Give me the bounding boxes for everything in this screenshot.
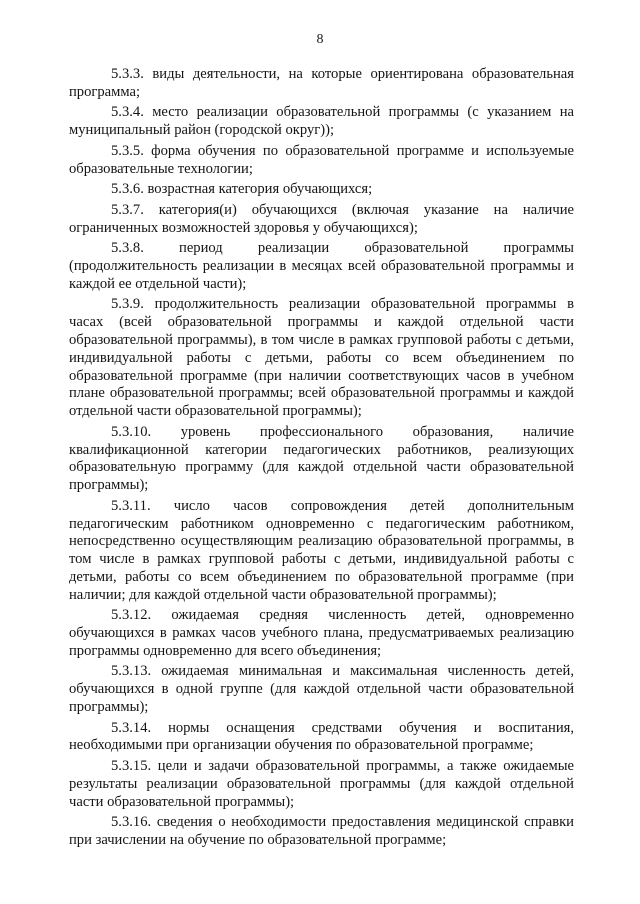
paragraph-5-3-6: 5.3.6. возрастная категория обучающихся; xyxy=(111,181,373,198)
paragraph-5-3-14: 5.3.14. нормы оснащения средствами обучения и воспитания, необходимыми при организации обучения по образовательной программе; xyxy=(69,719,574,754)
paragraph-5-3-8: 5.3.8. период реализации образовательной программы (продолжительность реализации в месяцах всей образовательной программы и каждой ее отдельной части); xyxy=(69,240,574,292)
paragraph-5-3-4: 5.3.4. место реализации образовательной программы (с указанием на муниципальный район (городской округ)); xyxy=(69,104,574,139)
paragraph-5-3-9: 5.3.9. продолжительность реализации образовательной программы в часах (всей образовательной программы и каждой отдельной части образовательной программы), в том числе в рамках групповой работы с детьми, индивидуальной работы с детьми, работы со всем объединением по образовательной программе (при наличии соответствующих часов в учебном плане образовательной программы; всей образовательной программы и каждой отдельной части образовательной программы); xyxy=(69,296,574,420)
paragraph-5-3-5: 5.3.5. форма обучения по образовательной программе и используемые образовательные технологии; xyxy=(69,142,574,177)
paragraph-5-3-3: 5.3.3. виды деятельности, на которые ориентирована образовательная программа; xyxy=(69,66,574,100)
document-body xyxy=(69,66,574,853)
paragraph-5-3-11: 5.3.11. число часов сопровождения детей дополнительным педагогическим работником одновременно с педагогическим работником, непосредственно осуществляющим реализацию образовательной программы, в том числе в рамках групповой работы с детьми, индивидуальной работы с детьми, работы со всем объединением по образовательной программе (при наличии; для каждой отдельной части образовательной программы); xyxy=(69,497,574,603)
paragraph-5-3-13: 5.3.13. ожидаемая минимальная и максимальная численность детей, обучающихся в одной группе (для каждой отдельной части образовательной программы); xyxy=(69,663,574,716)
paragraph-5-3-16: 5.3.16. сведения о необходимости предоставления медицинской справки при зачислении на обучение по образовательной программе; xyxy=(69,814,574,849)
paragraph-5-3-10: 5.3.10. уровень профессионального образования, наличие квалификационной категории педагогических работников, реализующих образовательную программу (для каждой отдельной части образовательной программы); xyxy=(69,423,574,494)
paragraph-5-3-12: 5.3.12. ожидаемая средняя численность детей, одновременно обучающихся в рамках часов учебного плана, предусматриваемых реализацию программы одновременно для всего объединения; xyxy=(69,607,574,659)
paragraph-5-3-15: 5.3.15. цели и задачи образовательной программы, а также ожидаемые результаты реализации образовательной программы (для каждой отдельной части образовательной программы); xyxy=(69,758,574,810)
page-number: 8 xyxy=(316,32,324,47)
paragraph-5-3-7: 5.3.7. категория(и) обучающихся (включая указание на наличие ограниченных возможностей здоровья у обучающихся); xyxy=(69,201,574,236)
